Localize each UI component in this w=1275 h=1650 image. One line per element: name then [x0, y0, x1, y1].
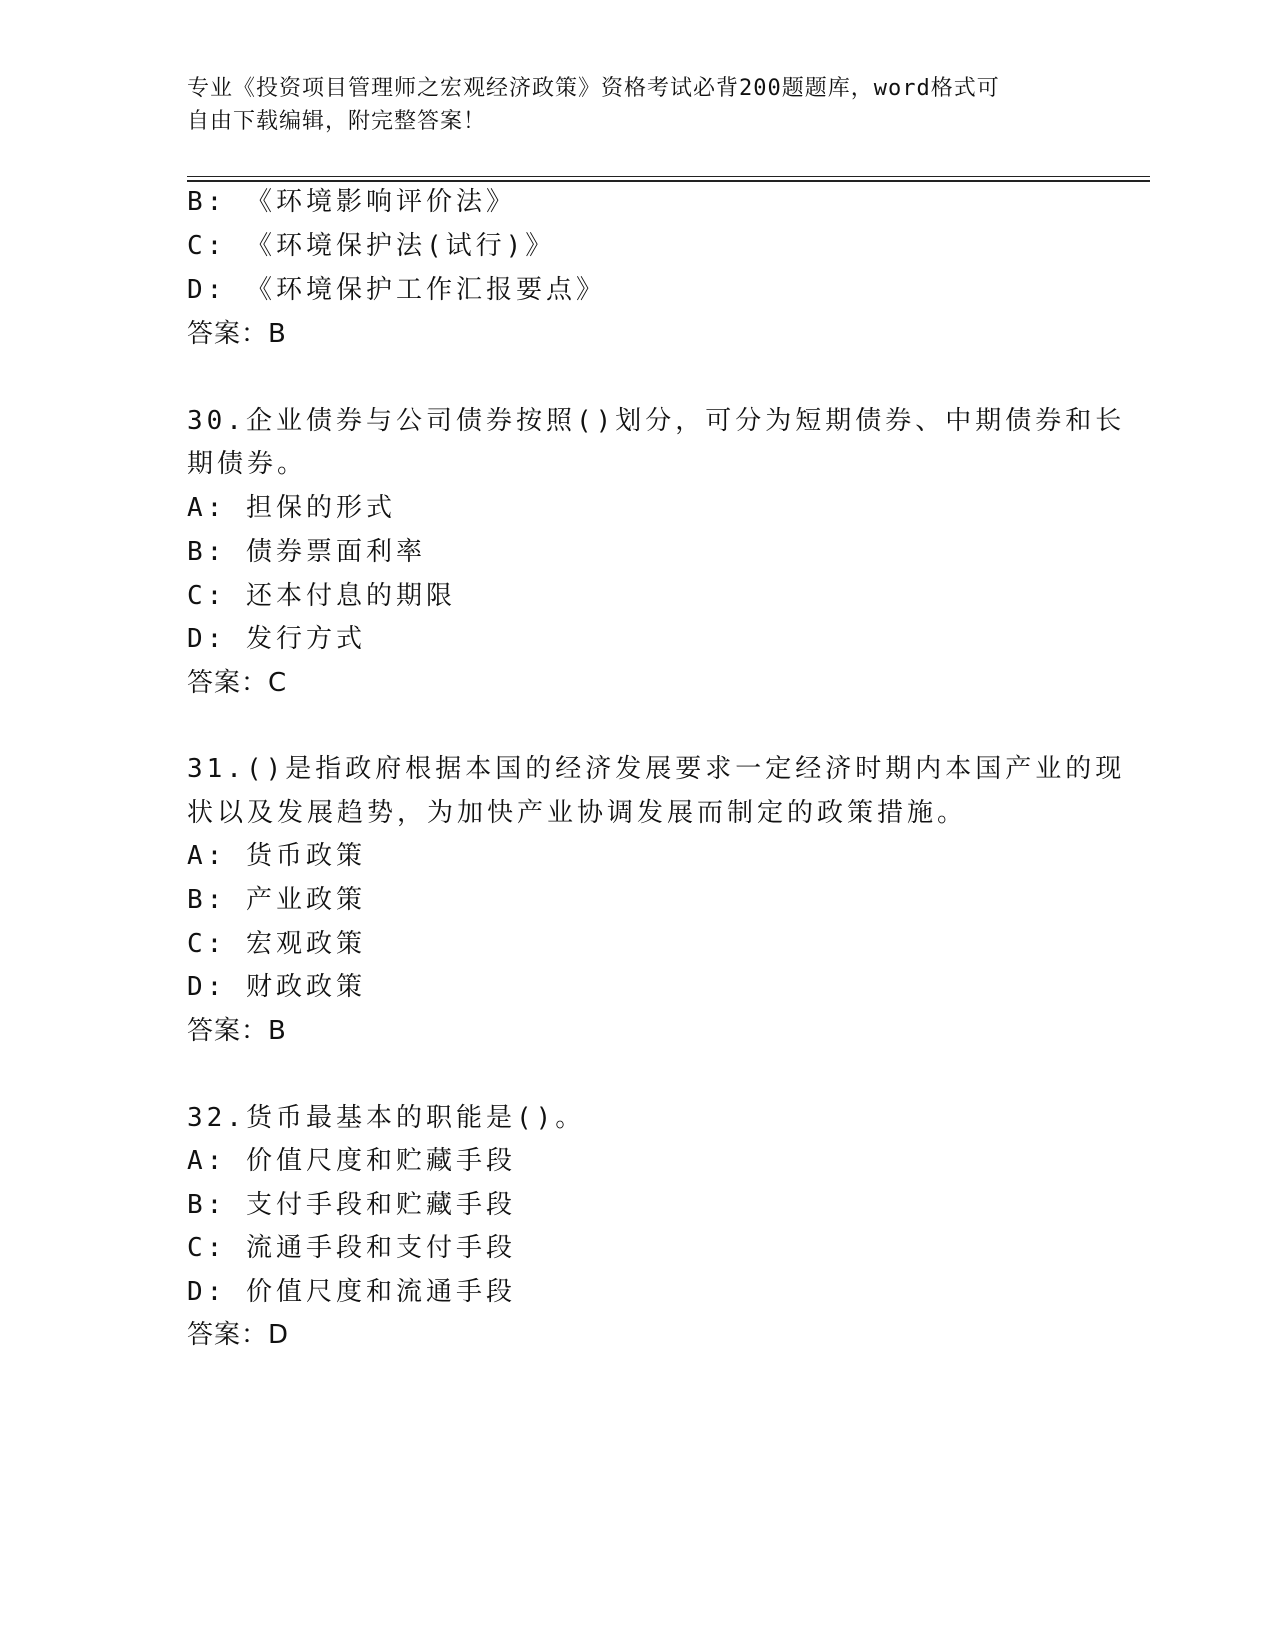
q32-stem-line-1: 32.货币最基本的职能是()。 [187, 1103, 586, 1133]
q30-option-c: C: 还本付息的期限 [187, 581, 456, 611]
answer-value: B [268, 319, 286, 349]
answer-label: 答案： [187, 668, 269, 698]
document-header [187, 72, 1067, 138]
q30-answer [187, 666, 286, 700]
q29-option-d: D: 《环境保护工作汇报要点》 [187, 275, 606, 305]
header-divider-thick [187, 180, 1150, 182]
answer-value: B [268, 1016, 286, 1046]
q31-option-d: D: 财政政策 [187, 972, 366, 1002]
q32-option-b: B: 支付手段和贮藏手段 [187, 1190, 516, 1220]
q30-option-b: B: 债券票面利率 [187, 537, 426, 567]
q31-stem-line-1: 31.()是指政府根据本国的经济发展要求一定经济时期内本国产业的现 [187, 754, 1126, 784]
q32-answer [187, 1318, 288, 1352]
q30-option-a: A: 担保的形式 [187, 493, 396, 523]
q29-option-b: B: 《环境影响评价法》 [187, 187, 516, 217]
header-title-line-1: 专业《投资项目管理师之宏观经济政策》资格考试必背200题题库，word格式可 [187, 76, 1000, 101]
q29-answer [187, 317, 286, 351]
q31-option-a: A: 货币政策 [187, 841, 366, 871]
q30-stem-line-1: 30.企业债券与公司债券按照()划分，可分为短期债券、中期债券和长 [187, 406, 1126, 436]
q32-option-c: C: 流通手段和支付手段 [187, 1233, 516, 1263]
q31-stem-line-2: 状以及发展趋势，为加快产业协调发展而制定的政策措施。 [187, 798, 968, 828]
q32-option-a: A: 价值尺度和贮藏手段 [187, 1146, 516, 1176]
header-title-line-2: 自由下载编辑，附完整答案！ [187, 109, 487, 134]
q30-stem-line-2: 期债券。 [187, 449, 308, 479]
q30-option-d: D: 发行方式 [187, 624, 366, 654]
answer-value: C [268, 668, 287, 698]
q31-answer [187, 1014, 286, 1048]
q31-option-b: B: 产业政策 [187, 885, 366, 915]
answer-label: 答案： [187, 319, 269, 349]
answer-label: 答案： [187, 1320, 269, 1350]
q29-option-c: C: 《环境保护法(试行)》 [187, 231, 556, 261]
answer-label: 答案： [187, 1016, 269, 1046]
q31-option-c: C: 宏观政策 [187, 929, 366, 959]
q32-option-d: D: 价值尺度和流通手段 [187, 1277, 516, 1307]
header-divider-thin [187, 176, 1150, 177]
answer-value: D [268, 1320, 289, 1350]
